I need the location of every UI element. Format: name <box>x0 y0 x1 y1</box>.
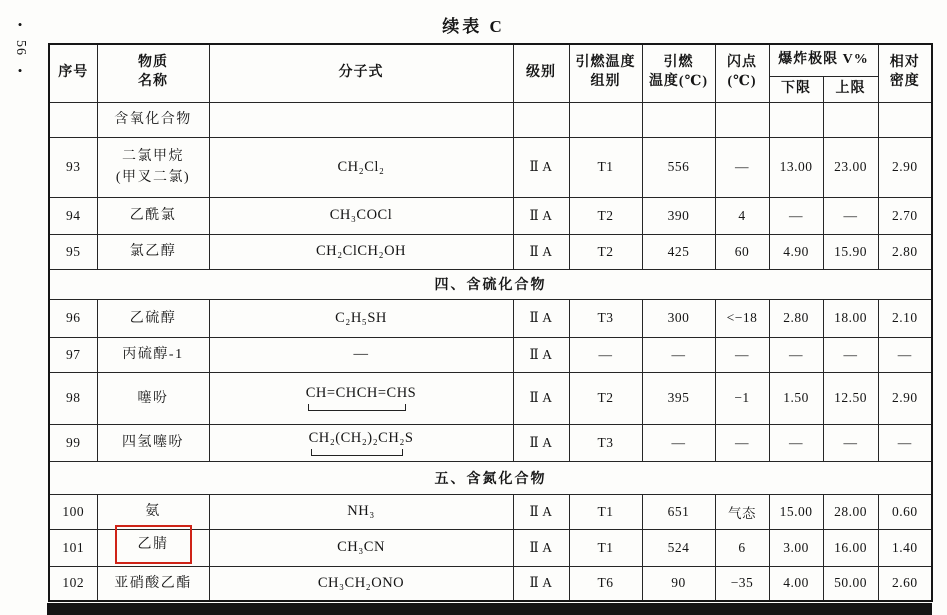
cell-formula <box>209 529 513 566</box>
cell-substance-name <box>97 337 209 372</box>
table-row <box>49 494 932 529</box>
cell-class: Ⅱ A <box>513 494 569 529</box>
cell-substance-name <box>97 299 209 337</box>
cell-serial: 99 <box>49 424 97 461</box>
formula <box>335 310 387 327</box>
formula <box>316 243 406 260</box>
cell-substance-name <box>97 234 209 269</box>
cell-relative-density: 2.90 <box>878 137 932 197</box>
section-row <box>49 269 932 299</box>
cell-formula <box>209 372 513 424</box>
page-title: 续表 C <box>442 17 505 36</box>
cell-serial: 93 <box>49 137 97 197</box>
formula-text: CH₂Cl₂ <box>337 158 385 175</box>
cell-upper-limit: 16.00 <box>823 529 878 566</box>
cell-upper-limit: 18.00 <box>823 299 878 337</box>
cell-ignition-group: T1 <box>569 529 642 566</box>
cell-formula <box>209 337 513 372</box>
table-body <box>49 102 932 601</box>
cell-flash-point: 4 <box>715 197 769 234</box>
empty-cell <box>769 102 823 137</box>
cell-lower-limit: 13.00 <box>769 137 823 197</box>
cell-formula <box>209 494 513 529</box>
formula <box>330 207 393 224</box>
cell-ignition-group: T2 <box>569 197 642 234</box>
cell-ignition-group: T1 <box>569 137 642 197</box>
empty-cell <box>715 102 769 137</box>
table-row <box>49 529 932 566</box>
cell-ignition-group: T3 <box>569 299 642 337</box>
col-header-ignition-temp: 引燃 温度(℃) <box>642 44 715 102</box>
cell-ignition-group: — <box>569 337 642 372</box>
cell-formula <box>209 566 513 601</box>
cell-formula <box>209 137 513 197</box>
col-header-class: 级别 <box>513 44 569 102</box>
formula-text: CH₃CH₂ONO <box>317 574 405 591</box>
formula-text: NH₃ <box>347 503 375 519</box>
cell-serial: 102 <box>49 566 97 601</box>
cell-ignition-group: T1 <box>569 494 642 529</box>
ring-bond-bracket <box>311 449 404 456</box>
cell-lower-limit: — <box>769 424 823 461</box>
table-row <box>49 137 932 197</box>
cell-relative-density: 2.70 <box>878 197 932 234</box>
formula-text: — <box>353 346 369 362</box>
formula-text: CH=CHCH=CHS <box>305 385 417 401</box>
cell-relative-density: — <box>878 337 932 372</box>
cell-lower-limit: 3.00 <box>769 529 823 566</box>
scan-cutoff-bar <box>47 603 932 615</box>
cell-ignition-temp: 300 <box>642 299 715 337</box>
empty-cell <box>823 102 878 137</box>
cell-relative-density: 2.60 <box>878 566 932 601</box>
empty-cell <box>209 102 513 137</box>
col-header-flash-point: 闪点 (℃) <box>715 44 769 102</box>
cell-formula <box>209 234 513 269</box>
cell-relative-density: 0.60 <box>878 494 932 529</box>
cell-ignition-temp: 556 <box>642 137 715 197</box>
cell-flash-point: −35 <box>715 566 769 601</box>
substance-name-line: 亚硝酸乙酯 <box>114 575 192 591</box>
cell-serial: 95 <box>49 234 97 269</box>
continuation-table <box>48 43 933 602</box>
cell-class: Ⅱ A <box>513 372 569 424</box>
cell-substance-name <box>97 197 209 234</box>
cell-upper-limit: — <box>823 337 878 372</box>
cell-flash-point: <−18 <box>715 299 769 337</box>
substance-name-line: 氯乙醇 <box>129 244 177 259</box>
substance-name-line: 乙酰氯 <box>129 208 177 223</box>
cell-substance-name <box>97 566 209 601</box>
empty-cell <box>49 102 97 137</box>
cell-class: Ⅱ A <box>513 137 569 197</box>
col-header-substance-name: 物质 名称 <box>97 44 209 102</box>
cell-serial: 96 <box>49 299 97 337</box>
cell-flash-point: — <box>715 337 769 372</box>
cell-ignition-temp: 90 <box>642 566 715 601</box>
subgroup-label: 含氧化合物 <box>97 102 209 137</box>
cell-substance-name <box>97 494 209 529</box>
formula-text: CH₂ClCH₂OH <box>315 243 407 259</box>
col-header-explosion-limits: 爆炸极限 V% <box>769 44 878 76</box>
table-row <box>49 566 932 601</box>
cell-lower-limit: 1.50 <box>769 372 823 424</box>
cell-upper-limit: — <box>823 424 878 461</box>
cell-relative-density: — <box>878 424 932 461</box>
cell-upper-limit: 15.90 <box>823 234 878 269</box>
cell-relative-density: 1.40 <box>878 529 932 566</box>
page-number-dot-top: • <box>17 17 23 32</box>
cell-ignition-group: T3 <box>569 424 642 461</box>
table-row <box>49 299 932 337</box>
cell-class: Ⅱ A <box>513 337 569 372</box>
cell-flash-point: 气态 <box>715 494 769 529</box>
cell-class: Ⅱ A <box>513 566 569 601</box>
col-header-ignition-group: 引燃温度 组别 <box>569 44 642 102</box>
formula <box>318 575 404 592</box>
substance-name-line: 乙硫醇 <box>129 310 177 326</box>
cell-class: Ⅱ A <box>513 529 569 566</box>
cell-upper-limit: 28.00 <box>823 494 878 529</box>
formula-text: CH₃COCl <box>329 207 393 223</box>
substance-name-line: 二氯甲烷 <box>122 149 184 164</box>
formula <box>337 539 385 556</box>
col-header-formula: 分子式 <box>209 44 513 102</box>
cell-serial: 94 <box>49 197 97 234</box>
cell-formula <box>209 424 513 461</box>
page-number: 56 <box>13 40 28 56</box>
section-label: 四、含硫化合物 <box>49 269 932 299</box>
formula-text: CH₃CN <box>337 539 385 555</box>
cell-formula <box>209 197 513 234</box>
cell-serial: 97 <box>49 337 97 372</box>
col-header-relative-density: 相对 密度 <box>878 44 932 102</box>
cell-lower-limit: — <box>769 337 823 372</box>
formula-text: C₂H₅SH <box>335 309 387 326</box>
substance-name-line: 乙腈 <box>137 537 169 552</box>
cell-upper-limit: 23.00 <box>823 137 878 197</box>
substance-name-line: (甲叉二氯) <box>115 170 191 185</box>
substance-name-line: 四氢噻吩 <box>122 435 184 450</box>
subgroup-row <box>49 102 932 137</box>
empty-cell <box>513 102 569 137</box>
formula-text: CH₂(CH₂)₂CH₂S <box>308 429 414 446</box>
cell-ignition-temp: 425 <box>642 234 715 269</box>
cell-flash-point: −1 <box>715 372 769 424</box>
cell-serial: 100 <box>49 494 97 529</box>
cell-flash-point: — <box>715 424 769 461</box>
col-header-upper-limit: 上限 <box>823 76 878 102</box>
substance-name-line: 氨 <box>145 504 161 519</box>
empty-cell <box>878 102 932 137</box>
ring-bond-bracket <box>308 404 407 411</box>
cell-class: Ⅱ A <box>513 234 569 269</box>
cell-ignition-temp: 651 <box>642 494 715 529</box>
cell-flash-point: 6 <box>715 529 769 566</box>
formula <box>306 385 417 411</box>
cell-relative-density: 2.80 <box>878 234 932 269</box>
cell-ignition-temp: 524 <box>642 529 715 566</box>
cell-substance-name <box>97 137 209 197</box>
substance-name-line: 丙硫醇-1 <box>122 347 184 362</box>
cell-ignition-group: T6 <box>569 566 642 601</box>
cell-ignition-temp: — <box>642 337 715 372</box>
cell-upper-limit: 50.00 <box>823 566 878 601</box>
section-row <box>49 461 932 494</box>
formula <box>309 430 414 456</box>
col-header-serial: 序号 <box>49 44 97 102</box>
table-row <box>49 424 932 461</box>
cell-ignition-temp: — <box>642 424 715 461</box>
cell-upper-limit: 12.50 <box>823 372 878 424</box>
table-row <box>49 234 932 269</box>
cell-upper-limit: — <box>823 197 878 234</box>
cell-class: Ⅱ A <box>513 299 569 337</box>
cell-relative-density: 2.10 <box>878 299 932 337</box>
empty-cell <box>642 102 715 137</box>
cell-serial: 98 <box>49 372 97 424</box>
cell-lower-limit: 4.90 <box>769 234 823 269</box>
cell-lower-limit: — <box>769 197 823 234</box>
substance-name-line: 噻吩 <box>137 390 169 406</box>
cell-relative-density: 2.90 <box>878 372 932 424</box>
cell-serial: 101 <box>49 529 97 566</box>
col-header-lower-limit: 下限 <box>769 76 823 102</box>
cell-ignition-group: T2 <box>569 234 642 269</box>
cell-lower-limit: 15.00 <box>769 494 823 529</box>
table-row <box>49 337 932 372</box>
highlight-box <box>115 525 192 564</box>
formula <box>354 346 369 363</box>
table-header <box>49 44 932 102</box>
cell-substance-name <box>97 424 209 461</box>
page-number-dot-bottom: • <box>17 63 23 78</box>
cell-class: Ⅱ A <box>513 424 569 461</box>
empty-cell <box>569 102 642 137</box>
formula <box>338 159 385 176</box>
cell-flash-point: — <box>715 137 769 197</box>
cell-lower-limit: 2.80 <box>769 299 823 337</box>
cell-ignition-temp: 395 <box>642 372 715 424</box>
table-row <box>49 197 932 234</box>
cell-substance-name <box>97 529 209 566</box>
cell-substance-name <box>97 372 209 424</box>
cell-lower-limit: 4.00 <box>769 566 823 601</box>
cell-ignition-temp: 390 <box>642 197 715 234</box>
section-label: 五、含氮化合物 <box>49 461 932 494</box>
table-row <box>49 372 932 424</box>
cell-class: Ⅱ A <box>513 197 569 234</box>
cell-formula <box>209 299 513 337</box>
cell-flash-point: 60 <box>715 234 769 269</box>
formula <box>347 503 375 520</box>
cell-ignition-group: T2 <box>569 372 642 424</box>
